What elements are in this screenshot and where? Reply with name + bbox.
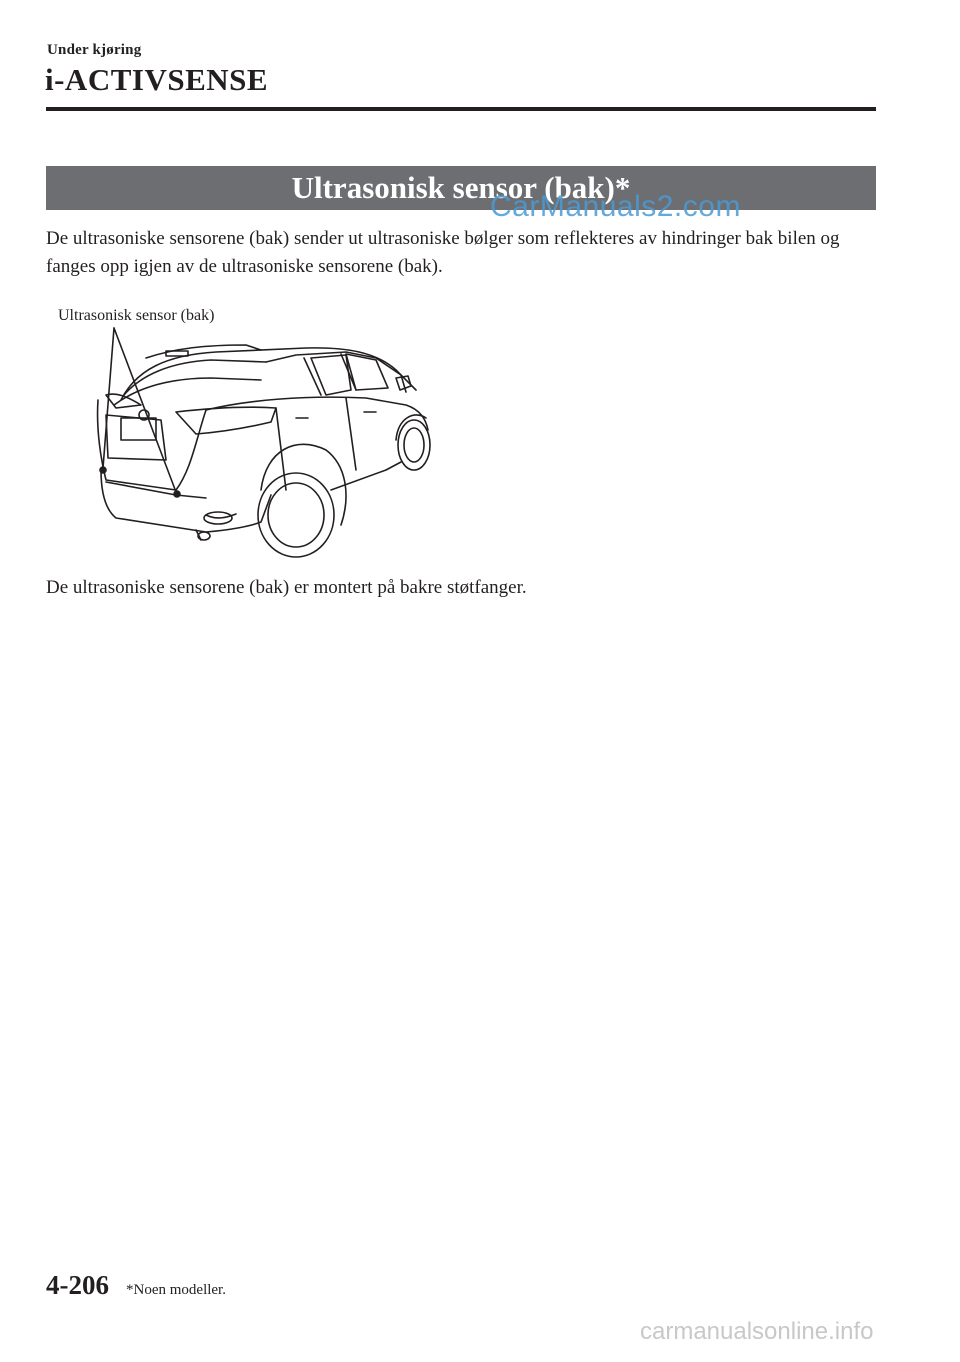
mounting-paragraph: De ultrasoniske sensorene (bak) er montert på bakre støtfanger. <box>46 577 527 598</box>
sensor-callout-label: Ultrasonisk sensor (bak) <box>58 307 215 324</box>
watermark-top: CarManuals2.com <box>490 190 741 223</box>
section-heading: Ultrasonisk sensor (bak)* <box>291 170 631 205</box>
car-rear-illustration <box>46 300 446 565</box>
intro-paragraph: De ultrasoniske sensorene (bak) sender ut ultrasoniske bølger som reflekteres av hindringer bak bilen og fanges opp igjen av de ultrasoniske sensorene (bak). <box>46 228 840 277</box>
footnote: *Noen modeller. <box>126 1282 226 1298</box>
section-label: Under kjøring <box>47 42 142 58</box>
chapter-rule <box>46 107 876 111</box>
chapter-title: i-ACTIVSENSE <box>45 62 269 97</box>
watermark-bottom: carmanualsonline.info <box>640 1318 874 1345</box>
section-heading-bar <box>46 166 876 210</box>
page-number: 4-206 <box>46 1270 109 1300</box>
